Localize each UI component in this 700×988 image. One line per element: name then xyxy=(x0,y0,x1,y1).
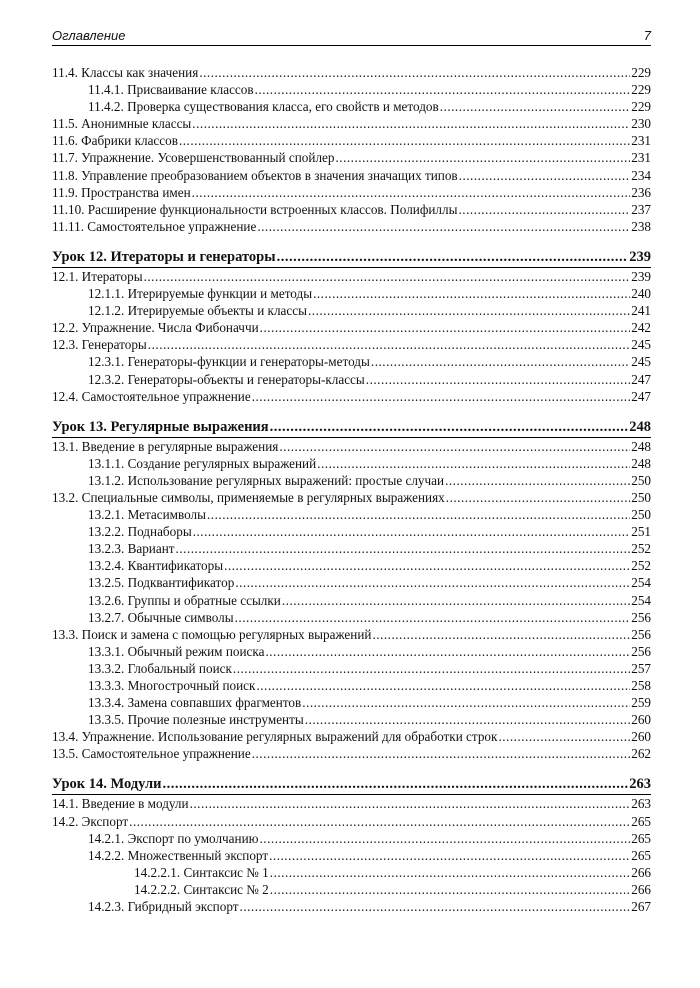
toc-entry-label: 14.2.2. Множественный экспорт xyxy=(88,847,269,863)
dot-leader xyxy=(313,285,630,302)
toc-entry[interactable] xyxy=(52,830,651,847)
toc-entry[interactable] xyxy=(52,540,651,557)
toc-section-continued xyxy=(52,64,651,235)
toc-entry[interactable] xyxy=(52,864,651,881)
toc-entry-page: 256 xyxy=(631,643,651,659)
toc-entry-page: 256 xyxy=(631,609,651,625)
toc-entry-label: 14.2.1. Экспорт по умолчанию xyxy=(88,830,259,846)
toc-entry-page: 229 xyxy=(631,99,651,115)
toc-entry-label: 13.2.3. Вариант xyxy=(88,541,175,557)
toc-entry-label: 13.1. Введение в регулярные выражения xyxy=(52,438,279,454)
dot-leader xyxy=(317,455,630,472)
dot-leader xyxy=(148,336,630,353)
dot-leader xyxy=(302,694,630,711)
toc-entry-page: 241 xyxy=(631,303,651,319)
toc-entry[interactable] xyxy=(52,268,651,285)
toc-entry-label: 13.3.3. Многострочный поиск xyxy=(88,678,256,693)
toc-entry[interactable] xyxy=(52,132,651,149)
dot-leader xyxy=(308,302,630,319)
dot-leader xyxy=(366,371,630,388)
toc-entry-page: 237 xyxy=(631,201,651,217)
dot-leader xyxy=(440,98,630,115)
chapter-heading xyxy=(52,417,651,438)
toc-entry-page: 247 xyxy=(631,388,651,404)
toc-entry[interactable] xyxy=(52,574,651,591)
toc-entry-label: 12.3.1. Генераторы-функции и генераторы-методы xyxy=(88,354,370,370)
toc-entry-label: 13.4. Упражнение. Использование регулярных выражений для обработки строк xyxy=(52,729,498,745)
toc-entry-label: 11.11. Самостоятельное упражнение xyxy=(52,218,257,234)
toc-entry-page: 260 xyxy=(631,729,651,745)
chapter-entries xyxy=(52,438,651,763)
dot-leader xyxy=(235,609,631,626)
toc-entry[interactable] xyxy=(52,711,651,728)
dot-leader xyxy=(256,677,630,694)
toc-entry-label: 13.3.4. Замена совпавших фрагментов xyxy=(88,695,302,711)
dot-leader xyxy=(498,728,630,745)
toc-entry[interactable] xyxy=(52,472,651,489)
dot-leader xyxy=(190,795,631,812)
toc-entry-label: 14.1. Введение в модули xyxy=(52,796,189,812)
toc-entry[interactable] xyxy=(52,489,651,506)
dot-leader xyxy=(371,353,630,370)
dot-leader xyxy=(235,574,630,591)
dot-leader xyxy=(252,388,631,405)
toc-entry[interactable] xyxy=(52,609,651,626)
dot-leader xyxy=(446,489,630,506)
dot-leader xyxy=(335,149,630,166)
toc-entry-page: 252 xyxy=(631,541,651,557)
chapter-heading xyxy=(52,247,651,268)
toc-entry[interactable] xyxy=(52,98,651,115)
toc-entry-label: 11.4.2. Проверка существования класса, его свойств и методов xyxy=(88,99,439,115)
toc-entry-label: 14.2.2.1. Синтаксис № 1 xyxy=(134,864,269,880)
toc-entry-label: 11.4.1. Присваивание классов xyxy=(88,82,254,98)
toc-entry[interactable] xyxy=(52,795,651,812)
toc-entry-label: 11.4. Классы как значения xyxy=(52,65,199,80)
dot-leader xyxy=(252,745,631,762)
toc-entry-label: 12.1.1. Итерируемые функции и методы xyxy=(88,286,313,302)
toc-entry-page: 265 xyxy=(631,813,651,829)
toc-entry-label: 13.3.5. Прочие полезные инструменты xyxy=(88,712,304,728)
toc-entry-page: 262 xyxy=(631,746,651,762)
toc-entry-label: 13.2.1. Метасимволы xyxy=(88,507,206,523)
dot-leader xyxy=(282,592,630,609)
toc-entry-page: 263 xyxy=(631,796,651,812)
chapter-heading xyxy=(52,774,651,795)
dot-leader xyxy=(144,268,631,285)
toc-entry-label: 11.9. Пространства имен xyxy=(52,184,191,200)
toc-entry-label: 14.2. Экспорт xyxy=(52,813,129,829)
chapter-entries xyxy=(52,795,651,915)
toc-entry-page: 258 xyxy=(631,678,651,693)
dot-leader xyxy=(270,417,629,437)
toc-entry-page: 267 xyxy=(631,899,651,915)
dot-leader xyxy=(176,540,631,557)
toc-entry-label: 12.1. Итераторы xyxy=(52,268,143,284)
toc-entry[interactable] xyxy=(52,694,651,711)
toc-entry-page: 234 xyxy=(631,167,651,183)
toc-entry[interactable] xyxy=(52,643,651,660)
header-title: Оглавление xyxy=(52,28,126,43)
toc-entry[interactable] xyxy=(52,371,651,388)
toc-entry-page: 259 xyxy=(631,695,651,711)
dot-leader xyxy=(459,167,631,184)
toc-entry-page: 248 xyxy=(631,438,651,454)
toc-entry-page: 256 xyxy=(631,626,651,642)
chapter-title-entry[interactable] xyxy=(52,774,651,794)
toc-entry-page: 248 xyxy=(631,455,651,471)
toc-entry-page: 265 xyxy=(631,830,651,846)
chapter-title-entry[interactable] xyxy=(52,247,651,267)
toc-entry[interactable] xyxy=(52,201,651,218)
running-header xyxy=(52,29,651,46)
toc-entry-label: 13.1.2. Использование регулярных выражений: простые случаи xyxy=(88,472,445,488)
dot-leader xyxy=(193,523,631,540)
toc-entry[interactable] xyxy=(52,557,651,574)
toc-entry-label: 12.1.2. Итерируемые объекты и классы xyxy=(88,303,307,319)
toc-entry[interactable] xyxy=(52,660,651,677)
toc-entry[interactable] xyxy=(52,438,651,455)
toc-entry[interactable] xyxy=(52,302,651,319)
toc-entry-label: 13.3.2. Глобальный поиск xyxy=(88,660,232,676)
toc-entry[interactable] xyxy=(52,167,651,184)
toc-entry-label: 11.6. Фабрики классов xyxy=(52,133,178,149)
dot-leader xyxy=(199,64,630,81)
toc-entry[interactable] xyxy=(52,388,651,405)
toc-entry[interactable] xyxy=(52,745,651,762)
dot-leader xyxy=(257,218,630,235)
dot-leader xyxy=(163,774,629,794)
chapter-entries xyxy=(52,268,651,405)
toc-entry-page: 266 xyxy=(631,881,651,897)
dot-leader xyxy=(192,184,631,201)
dot-leader xyxy=(372,626,630,643)
dot-leader xyxy=(458,201,630,218)
toc-entry[interactable] xyxy=(52,149,651,166)
dot-leader xyxy=(305,711,630,728)
toc-entry-label: 11.5. Анонимные классы xyxy=(52,116,192,132)
toc-entry-label: 12.3. Генераторы xyxy=(52,337,147,353)
toc-entry-label: 14.2.2.2. Синтаксис № 2 xyxy=(134,881,269,897)
toc-entry-page: 245 xyxy=(631,354,651,370)
toc-entry-page: 266 xyxy=(631,864,651,880)
toc-entry[interactable] xyxy=(52,898,651,915)
toc-entry[interactable] xyxy=(52,626,651,643)
toc-entry[interactable] xyxy=(52,64,651,81)
toc-entry[interactable] xyxy=(52,813,651,830)
toc-entry-page: 240 xyxy=(631,286,651,302)
toc-entry-label: 13.5. Самостоятельное упражнение xyxy=(52,746,251,762)
toc-entry-label: 13.2.6. Группы и обратные ссылки xyxy=(88,592,281,608)
toc-entry-page: 254 xyxy=(631,592,651,608)
toc-entry-page: 229 xyxy=(631,65,651,80)
toc-entry-label: 13.2.7. Обычные символы xyxy=(88,609,234,625)
dot-leader xyxy=(224,557,630,574)
toc-entry-page: 251 xyxy=(631,524,651,540)
toc-entry-page: 265 xyxy=(631,847,651,863)
table-of-contents xyxy=(52,64,651,915)
toc-entry-page: 248 xyxy=(629,418,651,435)
toc-entry[interactable] xyxy=(52,847,651,864)
toc-entry-page: 252 xyxy=(631,558,651,574)
chapter-title-entry[interactable] xyxy=(52,417,651,437)
toc-entry-label: 13.2.2. Поднаборы xyxy=(88,524,192,540)
dot-leader xyxy=(279,438,630,455)
dot-leader xyxy=(260,319,631,336)
header-page-number: 7 xyxy=(643,28,651,43)
toc-entry-label: 13.3. Поиск и замена с помощью регулярных выражений xyxy=(52,626,372,642)
toc-entry[interactable] xyxy=(52,319,651,336)
toc-entry-page: 257 xyxy=(631,660,651,676)
toc-entry-page: 250 xyxy=(631,472,651,488)
chapter-gap xyxy=(52,405,651,417)
toc-entry-page: 250 xyxy=(631,489,651,505)
toc-entry-page: 229 xyxy=(631,82,651,98)
toc-entry-page: 239 xyxy=(631,268,651,284)
toc-entry-page: 254 xyxy=(631,575,651,591)
dot-leader xyxy=(277,247,629,267)
toc-entry-label: 11.8. Управление преобразованием объектов в значения значащих типов xyxy=(52,167,458,183)
toc-entry[interactable] xyxy=(52,728,651,745)
dot-leader xyxy=(445,472,630,489)
dot-leader xyxy=(233,660,630,677)
dot-leader xyxy=(240,898,631,915)
toc-entry-page: 230 xyxy=(631,116,651,132)
toc-entry[interactable] xyxy=(52,336,651,353)
dot-leader xyxy=(179,132,630,149)
toc-entry-page: 247 xyxy=(631,371,651,387)
dot-leader xyxy=(192,115,630,132)
toc-entry-label: 12.4. Самостоятельное упражнение xyxy=(52,388,251,404)
toc-entry-label: 12.3.2. Генераторы-объекты и генераторы-классы xyxy=(88,371,365,387)
toc-entry[interactable] xyxy=(52,81,651,98)
toc-entry-page: 231 xyxy=(631,133,651,149)
toc-entry-label: 13.2.5. Подквантификатор xyxy=(88,575,235,591)
toc-entry-page: 231 xyxy=(631,150,651,166)
dot-leader xyxy=(255,81,631,98)
toc-entry-page: 242 xyxy=(631,320,651,336)
toc-entry[interactable] xyxy=(52,523,651,540)
dot-leader xyxy=(265,643,630,660)
toc-entry-page: 238 xyxy=(631,218,651,234)
dot-leader xyxy=(129,813,630,830)
toc-entry-label: 14.2.3. Гибридный экспорт xyxy=(88,899,239,915)
dot-leader xyxy=(270,864,630,881)
toc-entry-label: 11.10. Расширение функциональности встроенных классов. Полифиллы xyxy=(52,201,458,217)
toc-entry[interactable] xyxy=(52,115,651,132)
chapter-gap xyxy=(52,762,651,774)
toc-entry-page: 245 xyxy=(631,337,651,353)
toc-entry[interactable] xyxy=(52,455,651,472)
toc-entry-label: 13.2.4. Квантификаторы xyxy=(88,558,224,574)
dot-leader xyxy=(269,847,630,864)
toc-entry-label: 11.7. Упражнение. Усовершенствованный спойлер xyxy=(52,150,335,166)
toc-entry-label: 12.2. Упражнение. Числа Фибоначчи xyxy=(52,320,259,336)
toc-entry-page: 236 xyxy=(631,184,651,200)
toc-entry-label: Урок 12. Итераторы и генераторы xyxy=(52,248,276,265)
toc-entry-label: 13.2. Специальные символы, применяемые в регулярных выражениях xyxy=(52,489,445,505)
toc-entry-label: Урок 13. Регулярные выражения xyxy=(52,418,269,435)
toc-entry-page: 260 xyxy=(631,712,651,728)
toc-entry[interactable] xyxy=(52,881,651,898)
toc-entry[interactable] xyxy=(52,353,651,370)
dot-leader xyxy=(207,506,630,523)
toc-entry-label: 13.3.1. Обычный режим поиска xyxy=(88,643,265,659)
dot-leader xyxy=(270,881,630,898)
chapter-gap xyxy=(52,235,651,247)
toc-entry-label: 13.1.1. Создание регулярных выражений xyxy=(88,455,317,471)
toc-entry[interactable] xyxy=(52,592,651,609)
toc-entry[interactable] xyxy=(52,677,651,694)
dot-leader xyxy=(260,830,631,847)
toc-entry[interactable] xyxy=(52,218,651,235)
toc-entry[interactable] xyxy=(52,285,651,302)
toc-entry-page: 263 xyxy=(629,776,651,793)
toc-entry-page: 239 xyxy=(629,248,651,265)
toc-entry[interactable] xyxy=(52,506,651,523)
toc-entry-label: Урок 14. Модули xyxy=(52,776,162,793)
toc-entry[interactable] xyxy=(52,184,651,201)
toc-entry-page: 250 xyxy=(631,507,651,523)
